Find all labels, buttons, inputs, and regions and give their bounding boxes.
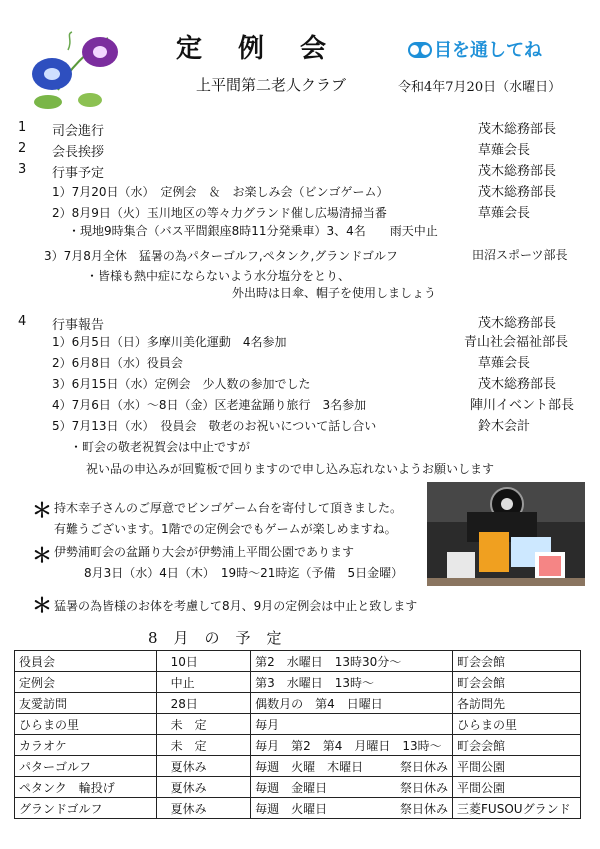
schedule-when: 毎月 [251, 714, 453, 735]
tagline-text: 目を通してね [434, 40, 542, 61]
page-title: 定例会 [176, 34, 363, 64]
agenda-person: 茂木総務部長 [478, 316, 557, 331]
report-item: 4）7月6日（水）〜8日（金）区老連盆踊り旅行 3名参加 [52, 398, 367, 412]
schedule-when: 毎週 火曜 木曜日 [251, 756, 381, 777]
agenda-item: 行事予定 [52, 166, 105, 181]
schedule-when: 毎週 火曜日 [251, 798, 381, 819]
schedule-event: 定例会 [15, 672, 157, 693]
schedule-place: 三菱FUSOUグランド [453, 798, 581, 819]
report-note: ・町会の敬老祝賀会は中止ですが [70, 440, 251, 454]
notice-line: 持木幸子さんのご厚意でビンゴゲーム台を寄付して頂きました。 [54, 501, 403, 515]
notice-line: 8月3日（水）4日（木） 19時〜21時迄（予備 5日金曜） [84, 566, 404, 580]
schedule-event: ペタンク 輪投げ [15, 777, 157, 798]
report-item: 2）6月8日（水）役員会 [52, 356, 183, 370]
agenda-num: 3 [18, 162, 27, 177]
agenda-item: 会長挨拶 [52, 145, 105, 160]
notice-line: 猛暑の為皆様のお体を考慮して8月、9月の定例会は中止と致します [54, 599, 418, 613]
plan-item: 3）7月8月全休 猛暑の為パターゴルフ,ペタンク,グランドゴルフ [44, 249, 398, 263]
schedule-place: 町会会館 [453, 651, 581, 672]
agenda-person: 草薙会長 [478, 143, 531, 158]
report-note: 祝い品の申込みが回覧板で回りますので申し込み忘れないようお願いします [86, 462, 495, 476]
schedule-when: 偶数月の 第4 日曜日 [251, 693, 453, 714]
asterisk-icon: ＊ [32, 498, 52, 522]
schedule-row [15, 714, 581, 735]
schedule-place: 平間公園 [453, 777, 581, 798]
schedule-note: 祭日休み [381, 756, 453, 777]
eyes-icon [408, 42, 432, 58]
schedule-row [15, 777, 581, 798]
schedule-date: 28日 [156, 693, 251, 714]
notice-line: 伊勢浦町会の盆踊り大会が伊勢浦上平間公園であります [54, 545, 355, 559]
agenda-num: 1 [18, 120, 27, 135]
report-item: 5）7月13日（水） 役員会 敬老のお祝いについて話し合い [52, 419, 377, 433]
schedule-note: 祭日休み [381, 798, 453, 819]
plan-detail: ・皆様も熱中症にならないよう水分塩分をとり、 [86, 269, 351, 283]
schedule-row [15, 651, 581, 672]
schedule-event: 役員会 [15, 651, 157, 672]
plan-person: 茂木総務部長 [478, 185, 557, 200]
schedule-row [15, 756, 581, 777]
schedule-row [15, 735, 581, 756]
report-person: 陣川イベント部長 [470, 398, 575, 413]
agenda-item: 司会進行 [52, 124, 105, 139]
asterisk-icon: ＊ [32, 543, 52, 567]
schedule-date: 夏休み [156, 777, 251, 798]
morning-glory-illustration [28, 30, 138, 110]
report-person: 草薙会長 [478, 356, 531, 371]
schedule-event: 友愛訪問 [15, 693, 157, 714]
agenda-person: 茂木総務部長 [478, 122, 557, 137]
notice-line: 有難うございます。1階での定例会でもゲームが楽しめますね。 [54, 522, 397, 536]
schedule-when: 毎月 第2 第4 月曜日 13時〜 [251, 735, 453, 756]
schedule-row [15, 672, 581, 693]
plan-person: 田沼スポーツ部長 [472, 248, 568, 262]
schedule-place: 各訪問先 [453, 693, 581, 714]
plan-item: 1）7月20日（水） 定例会 ＆ お楽しみ会（ビンゴゲーム） [52, 185, 389, 199]
schedule-row [15, 693, 581, 714]
schedule-when: 第3 水曜日 13時〜 [251, 672, 453, 693]
plan-detail: ・現地9時集合（バス平間銀座8時11分発乗車）3、4名 雨天中止 [68, 224, 438, 238]
schedule-place: ひらまの里 [453, 714, 581, 735]
report-item: 1）6月5日（日）多摩川美化運動 4名参加 [52, 335, 287, 349]
schedule-table [14, 650, 581, 819]
bingo-machine-photo [427, 482, 585, 586]
schedule-date: 未 定 [156, 714, 251, 735]
schedule-event: ひらまの里 [15, 714, 157, 735]
report-item: 3）6月15日（水）定例会 少人数の参加でした [52, 377, 311, 391]
report-person: 鈴木会計 [478, 419, 531, 434]
schedule-event: カラオケ [15, 735, 157, 756]
schedule-event: グランドゴルフ [15, 798, 157, 819]
schedule-title: 8月の予定 [148, 629, 298, 647]
schedule-date: 夏休み [156, 756, 251, 777]
schedule-note: 祭日休み [381, 777, 453, 798]
schedule-place: 平間公園 [453, 756, 581, 777]
agenda-num: 2 [18, 141, 27, 156]
plan-detail: 外出時は日傘、帽子を使用しましょう [232, 286, 437, 300]
plan-item: 2）8月9日（火）玉川地区の等々力グランド催し広場清掃当番 [52, 206, 387, 220]
schedule-place: 町会会館 [453, 735, 581, 756]
agenda-person: 茂木総務部長 [478, 164, 557, 179]
asterisk-icon: ＊ [32, 593, 52, 617]
plan-person: 草薙会長 [478, 206, 531, 221]
meeting-date: 令和4年7月20日（水曜日） [398, 80, 562, 95]
club-name: 上平間第二老人クラブ [196, 76, 347, 94]
schedule-date: 10日 [156, 651, 251, 672]
schedule-date: 中止 [156, 672, 251, 693]
schedule-date: 夏休み [156, 798, 251, 819]
schedule-when: 毎週 金曜日 [251, 777, 381, 798]
schedule-place: 町会会館 [453, 672, 581, 693]
read-me-tagline [408, 36, 542, 62]
schedule-date: 未 定 [156, 735, 251, 756]
report-person: 茂木総務部長 [478, 377, 557, 392]
report-person: 青山社会福祉部長 [464, 335, 569, 350]
agenda-item: 行事報告 [52, 318, 105, 333]
schedule-event: パターゴルフ [15, 756, 157, 777]
agenda-num: 4 [18, 314, 27, 329]
schedule-row [15, 798, 581, 819]
schedule-when: 第2 水曜日 13時30分〜 [251, 651, 453, 672]
